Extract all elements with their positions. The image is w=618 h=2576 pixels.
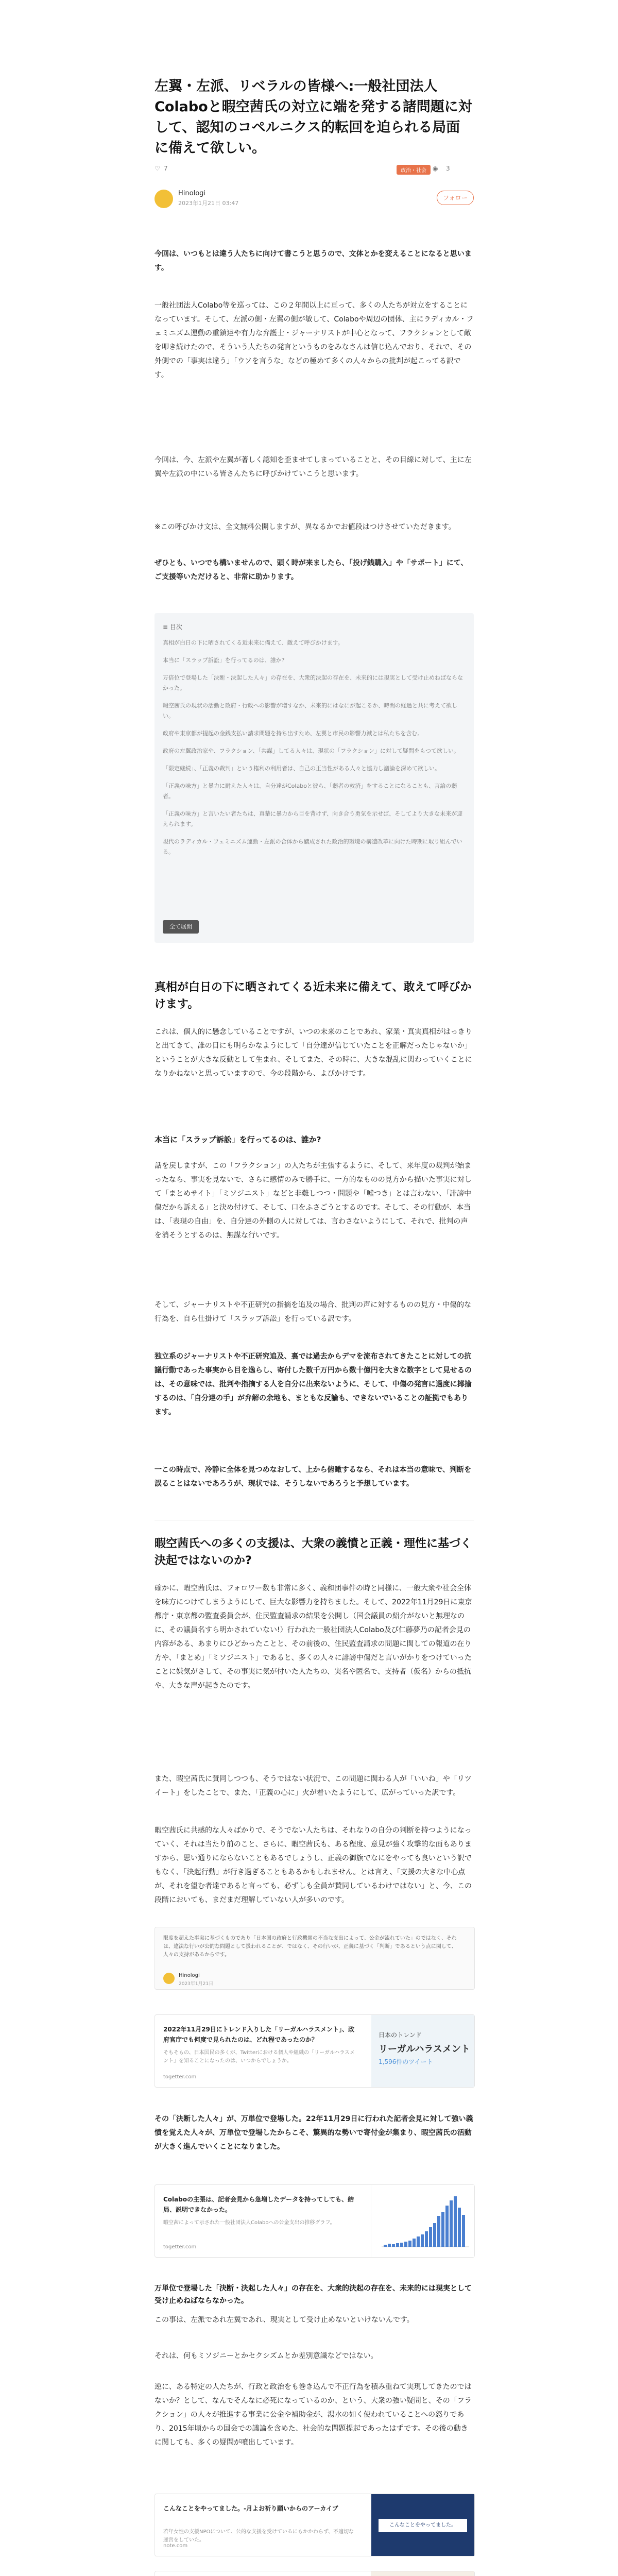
list-icon: ≡ <box>163 623 170 631</box>
intro-paragraph-1: 今回は、いつもとは違う人たちに向けて書こうと思うので、文体とかを変えることになると思います。 <box>154 250 472 272</box>
toc-item[interactable]: 本当に「スラップ訴訟」を行ってるのは、誰か? <box>163 657 285 664</box>
card-description: 暇空茜によって示された一般社団法人Colaboへの公金支出の推移グラフ。 <box>163 2220 335 2226</box>
section1-paragraph-5: 一この時点で、冷静に全体を見つめなおして、上から俯瞰するなら、それは本当の意味で、判断を誤ることはないであろうが、現状では、そうしないであろうと予想しています。 <box>154 1466 472 1488</box>
card-url: togetter.com <box>163 2074 197 2080</box>
toc-expand-button[interactable]: 全て展開 <box>163 920 199 934</box>
embed-author: Hinologi <box>179 1973 200 1978</box>
subheading-slapp: 本当に「スラップ訴訟」を行ってるのは、誰か? <box>154 1135 321 1144</box>
card-description: 若年女性の支援NPOについて、公的な支援を受けているにもかかわらず、不適切な運営をしていた。 <box>163 2529 354 2543</box>
section2-paragraph-2: また、暇空茜氏に賛同しつつも、そうではない状況で、この問題に関わる人が「いいね」や「リツイート」をしたことで、また、「正義の心に」火が着いたようにして、広がっていった訳です。 <box>154 1775 472 1797</box>
section1-paragraph-4: 独立系のジャーナリストや不正研究追及、裏では過去からデマを流布されてきたことに対しての抗議行動であった事実から目を逸らし、寄付した数千万円から数十億円を大きな数字として見せるのは、その意味では、批判や指摘する人を自分に出来ないように、そして、中傷の発言に過度に揶揄するのは、「自分達の手」が弁解の余地も、まともな反論も、できないでいることの証拠でもあります。 <box>154 1352 472 1416</box>
toc-item[interactable]: 政府や東京都が提起の金銭支払い請求問題を持ち出すため、左翼と市民の影響力減とは私たちを含む。 <box>163 730 423 737</box>
intro-paragraph-2: 一般社団法人Colabo等を巡っては、この２年間以上に亘って、多くの人たちが対立をすることになっています。そして、左派の側・左翼の側が敏して、Colaboや周辺の団体、主にラディカル・フェミニズム運動の重鎮達や有力な弁護士・ジャーナリストが中心となって、フラクションとして敵を叩き続けたので、そういう人たちの発言というものをみなさんは信じ込んでおり、それで、その外側での「事実は違う」「ウソを言うな」などの極めて多くの人々からの批判が起こってる訳です。 <box>154 301 474 379</box>
article-meta <box>154 164 474 176</box>
trend-count: 1,596件のツイート <box>379 2058 433 2065</box>
section2-paragraph-1: 確かに、暇空茜氏は、フォロワー数も非常に多く、義和団事件の時と同様に、一般大衆や社会全体を味方につけてしまうようにして、巨大な影響力を持ちました。そして、2022年11月29日に東京都庁・東京都の監査委員会が、住民監査請求の結果を公開し（国会議員の紹介がないと無理なのに、その議員名すら明かされていない!）行われた一般社団法人Colabo及び仁藤夢乃の記者会見の内容がある、あまりにひどかったことと、その前後の、住民監査請求の問題に関しての報道の在り方や、「まとめ」「ミソジニスト」であると、多くの人々に誹謗中傷だと言いがかりをつけていったことに嫌気がさして、その事実に気が付いた人たちの、実名や匿名で、支持者（仮名）からの抵抗や、大きな声が起きたのです。 <box>154 1584 472 1690</box>
author-date: 2023年1月21日 03:47 <box>178 200 239 207</box>
author-row <box>154 188 474 212</box>
card-url: note.com <box>163 2543 188 2549</box>
toc-heading: ≡ 目次 <box>163 623 182 631</box>
section4-paragraph-3: 逆に、ある特定の人たちが、行政と政治をも巻き込んで不正行為を積み重ねて実現してきたのではないか？として、なんでそんなに必死になっているのか、という、大衆の強い疑問と、その「フラクション」の人々が推進する事業に公金や補助金が、湯水の如く使われていることへの怒りであり、2015年頃からの国会での議論を含めた、社会的な問題提起であったはずです。その後の動きに関しても、多くの疑問が噴出しています。 <box>154 2383 472 2447</box>
card-description: そもそもの、日本国民の多くが、Twitterにおける個人や組織の「リーガルハラスメント」を知ることになったのは、いつからでしょうか。 <box>163 2050 355 2064</box>
link-card-trend[interactable] <box>154 2014 475 2088</box>
card-thumbnail <box>371 2015 474 2087</box>
trend-word: リーガルハラスメント <box>379 2044 470 2055</box>
toc-item[interactable]: 万倍位で登場した「決断・決起した人々」の存在を、大衆的決起の存在を、未来的には現実として受け止めねばならなかった。 <box>163 674 463 691</box>
embed-date: 2023年1月21日 <box>179 1981 214 1987</box>
avatar[interactable] <box>154 190 173 208</box>
article-title: 左翼・左派、リベラルの皆様へ:一般社団法人Colaboと暇空茜氏の対立に端を発する諸問題に対して、認知のコペルニクス的転回を迫られる局面に備えて欲しい。 <box>154 78 472 156</box>
toc-item[interactable]: 政府の左翼政治家や、フラクション、「共謀」してる人々は、現状の「フラクション」に対して疑問をもつて欲しい。 <box>163 748 459 754</box>
toc-item[interactable]: 「限定継続」、「正義の裁判」という権利の利用者は、自己の正当性がある人々と協力し議論を深めて欲しい。 <box>163 765 440 772</box>
toc-item[interactable]: 「正義の味方」と暴力に耐えた人々は、自分達がColaboと彼ら、「弱者の救済」をすることになることも、言論の弱者。 <box>163 783 457 800</box>
eye-icon: ◉ <box>433 165 438 172</box>
toc-item[interactable]: 暇空茜氏の現状の活動と政府・行政への影響が増すなか、未来的にはなにが起こるか、時間の経過と共に考えて欲しい。 <box>163 702 457 719</box>
follow-button[interactable]: フォロー <box>437 191 474 205</box>
card-title: 2022年11月29日にトレンド入りした「リーガルハラスメント」、政府官庁でも何度で見られたのは、どれ程であったのか？ <box>163 2026 355 2043</box>
illustration-image <box>371 2571 474 2576</box>
intro-paragraph-4: ※この呼びかけ文は、全文無料公開しますが、異なるかでお値段はつけさせていただきます。 <box>154 523 456 531</box>
link-card-archive[interactable] <box>154 2494 475 2556</box>
intro-paragraph-5: ぜひとも、いつでも構いませんので、頭く時が来ましたら、「投げ銭購入」や「サポート」にて、ご支援等いただけると、非常に助かります。 <box>154 559 468 581</box>
avatar <box>163 1973 175 1984</box>
link-card-summary[interactable] <box>154 2571 475 2576</box>
bar-chart-thumbnail <box>371 2185 474 2257</box>
card-thumbnail <box>371 2494 474 2556</box>
section4-paragraph-1: この事は、左派であれ左翼であれ、現実として受け止めないといけないんです。 <box>154 2316 414 2324</box>
section4-paragraph-2: それは、何もミソジニーとかセクシズムとか差別意識などではない。 <box>154 2352 378 2360</box>
embed-text: 限度を超えた事実に基づくものであり「日本国の政府と行政機関の不当な支出によって、公金が流れていた」のではなく、それは、違法な行いが公的な問題として扱われることが、ではなく、その行いが、正義に基づく「判断」であるという点に関して、人々の支持があるからです。 <box>163 1936 457 1958</box>
section3-paragraph-1: その「決断した人々」が、万単位で登場した。22年11月29日に行われた記者会見に対して強い義憤を覚えた人々が、万単位で登場したからこそ、驚異的な勢いで寄付金が集まり、暇空茜氏の活動が大きく進んでいくことになりました。 <box>154 2115 473 2151</box>
section2-paragraph-3: 暇空茜氏に共感的な人々ばかりで、そうでない人たちは、それなりの自分の判断を持つようになっていく、それは当たり前のこと、さらに、暇空茜氏も、ある程度、意見が強く攻撃的な面もありますから、思い通りにならないこともあるでしょうし、正義の御旗でなにをやっても良いという訳でもなく、「決起行動」が行き過ぎることもあるかもしれません。とは言え、「支援の大きな中心点が、それを望む者達であると言っても、必ずしも全員が賛同しているわけではない」と、今、この段階においても、まだまだ理解していない人が多いのです。 <box>154 1826 472 1904</box>
view-count: 3 <box>446 165 450 172</box>
like-count: 7 <box>164 165 168 172</box>
thumbnail-caption: こんなことをやってました。 <box>379 2519 467 2532</box>
embedded-quote[interactable] <box>154 1927 475 1990</box>
heart-icon[interactable]: ♡ <box>154 165 160 172</box>
toc-item[interactable]: 現代のラディカル・フェミニズム運動・左派の合体から醸成された政治的環境の構造改革に向けた時期に取り組んでいる。 <box>163 838 462 855</box>
section1-paragraph-2: 話を戻しますが、この「フラクション」の人たちが主張するように、そして、来年度の裁判が始まったなら、事実を見ないで、さらに感情のみで勝手に、一方的なものの見方から描いた事実に対して「まとめサイト」「ミソジニスト」などと非難しつつ・問題や「嘘つき」とは言わない、「誹謗中傷だから訴える」と決め付けて、そして、口をふさごうとするのです。そして、その行動が、本当は、「表現の自由」を、自分達の外側の人に対しては、言わさないようにして、それで、批判の声を消そうとするのは、無謀な行いです。 <box>154 1162 472 1240</box>
intro-paragraph-3: 今回は、今、左派や左翼が著しく認知を歪ませてしまっていることと、その目線に対して、主に左翼や左派の中にいる皆さんたちに呼びかけていこうと思います。 <box>154 456 472 478</box>
card-thumbnail <box>371 2185 474 2257</box>
card-thumbnail-illustration <box>371 2571 474 2576</box>
section-heading-2: 暇空茜氏への多くの支援は、大衆の義憤と正義・理性に基づく決起ではないのか? <box>154 1537 472 1567</box>
card-url: togetter.com <box>163 2244 197 2250</box>
category-badge[interactable]: 政治・社会 <box>397 165 431 175</box>
section1-paragraph-1: これは、個人的に懸念していることですが、いつの未来のことであれ、家業・真実真相がはっきりと出てきて、誰の目にも明らかなようにして「自分達が信じていたことを正解だったじゃないか」ということが大きな反動として生まれ、そしてまた、その時に、大きな混乱に関わっていくことになりかねないと思っていますので、今の段階から、よびかけです。 <box>154 1028 472 1078</box>
toc-item[interactable]: 真相が白日の下に晒されてくる近未来に備えて、敵えて呼びかけます。 <box>163 639 344 646</box>
toc-list <box>163 638 466 865</box>
card-title: Colaboの主張は、記者会見から急増したデータを持ってしても、結局、説明できなかった。 <box>163 2196 354 2213</box>
table-of-contents <box>154 613 474 943</box>
section-heading-4: 万単位で登場した「決断・決起した人々」の存在を、大衆的決起の存在を、未来的には現実として受け止めねばならなかった。 <box>154 2284 472 2305</box>
card-title: こんなことをやってました。-月よお祈り願いからのアーカイブ <box>163 2505 338 2512</box>
trend-label: 日本のトレンド <box>379 2031 422 2039</box>
section1-paragraph-3: そして、ジャーナリストや不正研究の指摘を追及の場合、批判の声に対するものの見方・中傷的な行為を、自ら仕掛けて「スラップ訴訟」を行っている訳です。 <box>154 1301 472 1323</box>
toc-item[interactable]: 「正義の味方」と言いたい者たちは、真摯に暴力から目を背けず、向き合う勇気を示せば、そしてより大きな未来が迎えられます。 <box>163 810 463 827</box>
link-card-chart[interactable] <box>154 2184 475 2258</box>
author-name[interactable]: Hinologi <box>178 190 206 197</box>
section-heading-1: 真相が白日の下に晒されてくる近未来に備えて、敢えて呼びかけます。 <box>154 981 472 1011</box>
